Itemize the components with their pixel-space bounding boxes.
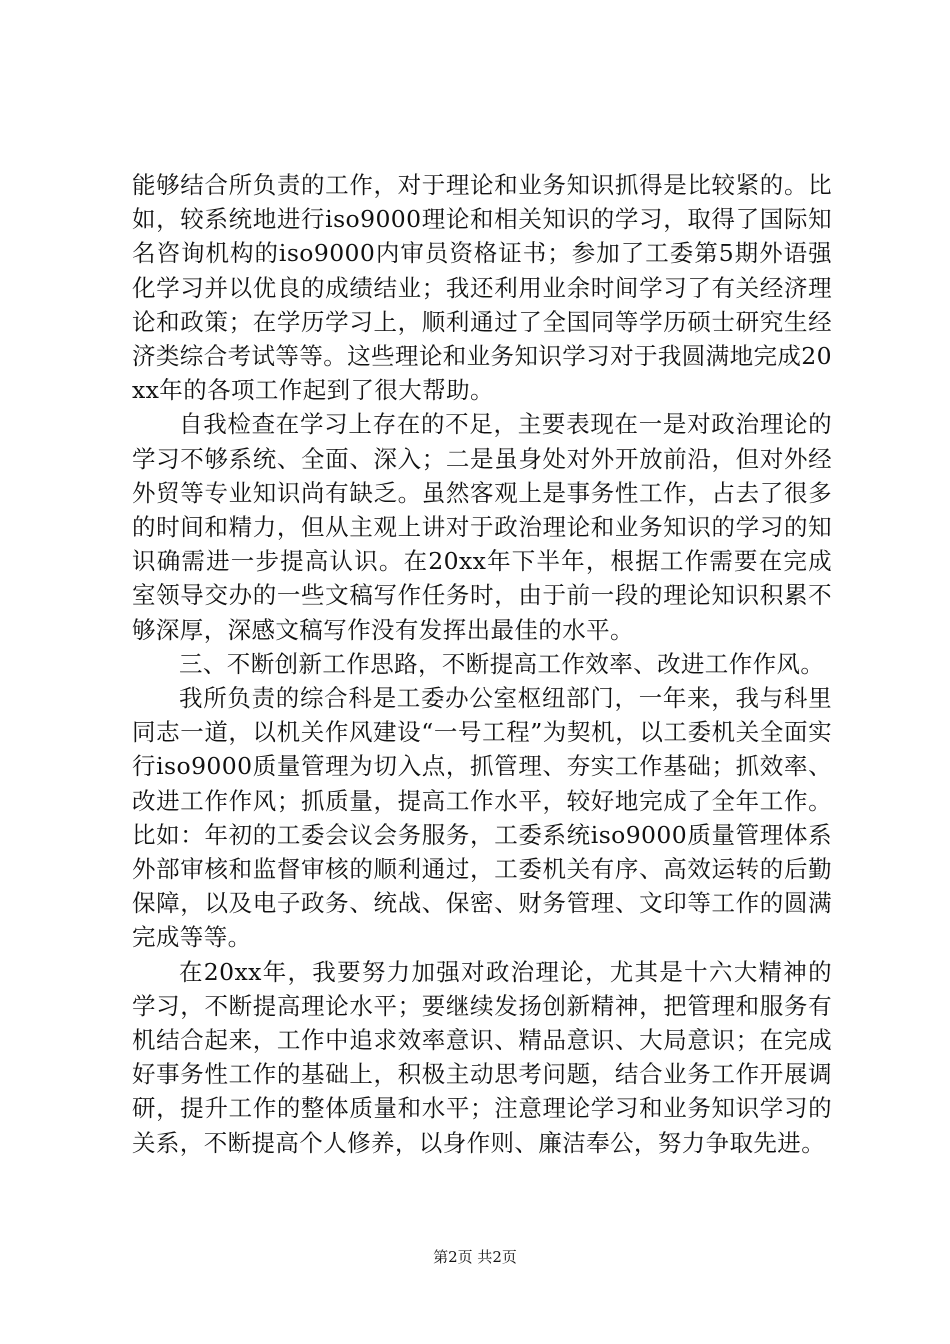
- section-heading-3: 三、不断创新工作思路，不断提高工作效率、改进工作作风。: [179, 649, 825, 678]
- page-footer: 第2页 共2页: [433, 1248, 517, 1266]
- paragraph-1: 能够结合所负责的工作，对于理论和业务知识抓得是比较紧的。比如，较系统地进行iso9000理论和相关知识的学习，取得了国际知名咨询机构的iso9000内审员资格证书；参加了工委第5期外语强化学习并以优良的成绩结业；我还利用业余时间学习了有关经济理论和政策；在学历学习上，顺利通过了全国同等学历硕士研究生经济类综合考试等等。这些理论和业务知识学习对于我圆满地完成20xx年的各项工作起到了很大帮助。: [132, 171, 832, 405]
- document-body: [132, 168, 832, 1160]
- paragraph-2: 自我检查在学习上存在的不足，主要表现在一是对政治理论的学习不够系统、全面、深入；二是虽身处对外开放前沿，但对外经外贸等专业知识尚有缺乏。虽然客观上是事务性工作，占去了很多的时间和精力，但从主观上讲对于政治理论和业务知识的学习的知识确需进一步提高认识。在20xx年下半年，根据工作需要在完成室领导交办的一些文稿写作任务时，由于前一段的理论知识积累不够深厚，深感文稿写作没有发挥出最佳的水平。: [132, 410, 832, 644]
- paragraph-5: 在20xx年，我要努力加强对政治理论，尤其是十六大精神的学习，不断提高理论水平；要继续发扬创新精神，把管理和服务有机结合起来，工作中追求效率意识、精品意识、大局意识；在完成好事务性工作的基础上，积极主动思考问题，结合业务工作开展调研，提升工作的整体质量和水平；注意理论学习和业务知识学习的关系，不断提高个人修养，以身作则、廉洁奉公，努力争取先进。: [132, 957, 832, 1157]
- paragraph-4: 我所负责的综合科是工委办公室枢纽部门，一年来，我与科里同志一道，以机关作风建设“一号工程”为契机，以工委机关全面实行iso9000质量管理为切入点，抓管理、夯实工作基础；抓效率、改进工作作风；抓质量，提高工作水平，较好地完成了全年工作。比如：年初的工委会议会务服务，工委系统iso9000质量管理体系外部审核和监督审核的顺利通过，工委机关有序、高效运转的后勤保障，以及电子政务、统战、保密、财务管理、文印等工作的圆满完成等等。: [132, 684, 832, 952]
